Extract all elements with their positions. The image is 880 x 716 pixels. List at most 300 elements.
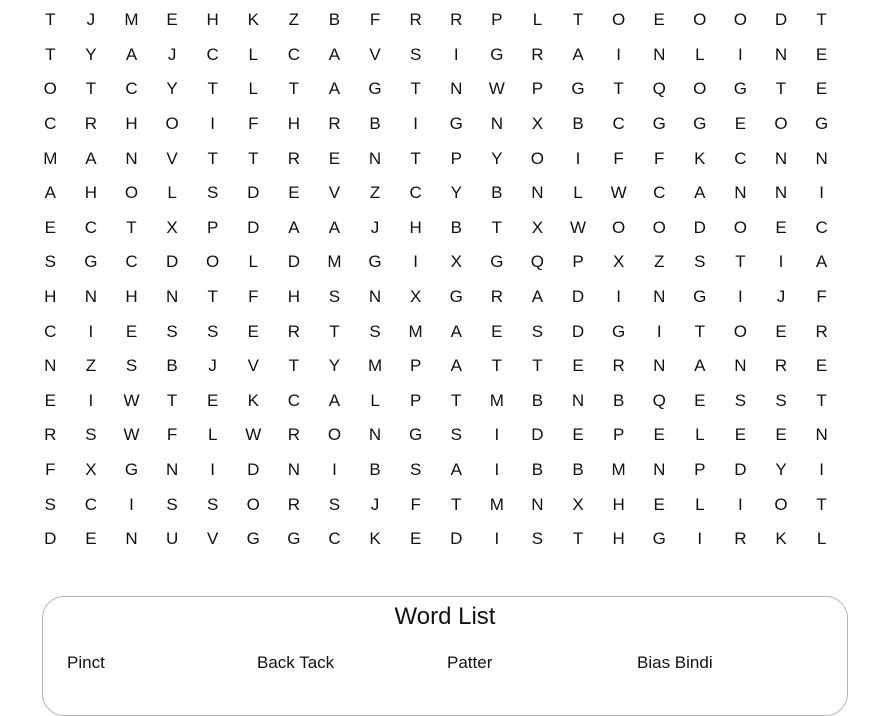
grid-letter: E bbox=[653, 494, 665, 514]
grid-letter: G bbox=[652, 529, 666, 549]
grid-letter: I bbox=[656, 321, 662, 341]
grid-letter: Y bbox=[85, 44, 97, 64]
grid-letter: S bbox=[328, 287, 341, 307]
grid-letter: T bbox=[45, 44, 56, 64]
grid-letter: I bbox=[819, 460, 824, 480]
grid-letter: S bbox=[207, 494, 219, 514]
grid-letter: N bbox=[165, 460, 179, 480]
grid-letter: I bbox=[413, 252, 418, 272]
grid-letter: C bbox=[44, 114, 57, 134]
grid-letter: I bbox=[413, 114, 418, 134]
grid-letter: P bbox=[491, 10, 503, 30]
grid-letter: R bbox=[287, 321, 300, 341]
grid-letter: O bbox=[733, 10, 747, 30]
grid-letter: V bbox=[328, 183, 341, 203]
grid-letter: Z bbox=[369, 183, 381, 203]
grid-letter: G bbox=[814, 114, 829, 134]
grid-letter: R bbox=[44, 425, 57, 445]
grid-letter: E bbox=[44, 390, 56, 410]
grid-letter: S bbox=[328, 494, 341, 514]
grid-letter: I bbox=[210, 114, 216, 134]
grid-letter: A bbox=[694, 356, 706, 376]
grid-letter: E bbox=[166, 10, 178, 30]
grid-letter: T bbox=[288, 79, 300, 99]
grid-letter: E bbox=[572, 425, 584, 445]
grid-letter: S bbox=[531, 321, 544, 341]
grid-letter: O bbox=[693, 10, 707, 30]
grid-letter: T bbox=[410, 148, 421, 168]
grid-letter: C bbox=[125, 252, 138, 272]
grid-letter: R bbox=[287, 148, 300, 168]
grid-letter: A bbox=[328, 79, 341, 99]
grid-letter: C bbox=[206, 44, 219, 64]
grid-letter: G bbox=[652, 114, 666, 134]
grid-letter: P bbox=[572, 252, 584, 272]
grid-letter: M bbox=[489, 494, 504, 514]
grid-letter: F bbox=[248, 287, 259, 307]
grid-letter: F bbox=[45, 460, 56, 480]
grid-letter: G bbox=[124, 460, 139, 480]
grid-letter: K bbox=[775, 529, 787, 549]
grid-letter: N bbox=[734, 183, 747, 203]
grid-letter: Q bbox=[652, 390, 666, 410]
grid-letter: E bbox=[815, 356, 828, 376]
grid-letter: G bbox=[449, 114, 463, 134]
grid-letter: M bbox=[611, 460, 626, 480]
grid-letter: N bbox=[653, 44, 666, 64]
grid-letter: N bbox=[774, 44, 788, 64]
grid-letter: H bbox=[287, 114, 300, 134]
grid-letter: C bbox=[409, 183, 422, 203]
grid-letter: E bbox=[653, 10, 665, 30]
grid-letter: S bbox=[531, 529, 544, 549]
grid-letter: N bbox=[815, 148, 828, 168]
grid-letter: P bbox=[694, 460, 706, 480]
grid-letter: W bbox=[569, 217, 587, 237]
grid-letter: E bbox=[775, 217, 787, 237]
grid-letter: D bbox=[571, 287, 585, 307]
grid-letter: N bbox=[815, 425, 828, 445]
grid-letter: W bbox=[610, 183, 627, 203]
grid-letter: O bbox=[124, 183, 139, 203]
grid-letter: S bbox=[166, 321, 178, 341]
grid-letter: I bbox=[494, 425, 500, 445]
grid-letter: I bbox=[738, 287, 743, 307]
grid-letter: B bbox=[328, 10, 341, 30]
grid-letter: X bbox=[166, 217, 178, 237]
grid-letter: H bbox=[287, 287, 300, 307]
grid-letter: N bbox=[368, 425, 382, 445]
grid-letter: L bbox=[370, 390, 380, 410]
grid-letter: N bbox=[368, 287, 382, 307]
grid-letter: D bbox=[247, 217, 260, 237]
grid-letter: R bbox=[409, 10, 422, 30]
grid-letter: V bbox=[207, 529, 219, 549]
grid-letter: B bbox=[166, 356, 178, 376]
grid-letter: S bbox=[450, 425, 462, 445]
grid-letter: F bbox=[816, 287, 827, 307]
grid-letter: C bbox=[84, 494, 98, 514]
grid-letter: L bbox=[248, 252, 258, 272]
grid-letter: B bbox=[491, 183, 503, 203]
grid-letter: O bbox=[774, 114, 788, 134]
grid-letter: G bbox=[693, 114, 707, 134]
grid-letter: E bbox=[328, 148, 341, 168]
grid-letter: E bbox=[207, 390, 219, 410]
grid-letter: T bbox=[775, 79, 787, 99]
grid-letter: S bbox=[207, 183, 219, 203]
grid-letter: H bbox=[409, 217, 422, 237]
grid-letter: R bbox=[287, 425, 300, 445]
grid-letter: H bbox=[206, 10, 219, 30]
grid-letter: A bbox=[450, 460, 462, 480]
grid-letter: H bbox=[44, 287, 57, 307]
grid-letter: O bbox=[327, 425, 342, 445]
grid-letter: E bbox=[85, 529, 97, 549]
grid-letter: T bbox=[207, 79, 218, 99]
word-list-title: Word List bbox=[394, 603, 496, 630]
grid-letter: T bbox=[288, 356, 300, 376]
grid-letter: K bbox=[247, 390, 259, 410]
word-search-grid bbox=[30, 3, 842, 557]
grid-letter: Z bbox=[654, 252, 665, 272]
grid-letter: I bbox=[738, 44, 743, 64]
grid-letter: Y bbox=[491, 148, 503, 168]
grid-letter: T bbox=[410, 79, 421, 99]
grid-letter: I bbox=[494, 529, 500, 549]
grid-letter: T bbox=[613, 79, 624, 99]
grid-letter: T bbox=[248, 148, 259, 168]
grid-letter: B bbox=[612, 390, 625, 410]
grid-letter: S bbox=[44, 494, 56, 514]
grid-letter: I bbox=[494, 460, 500, 480]
grid-letter: W bbox=[123, 390, 140, 410]
grid-letter: D bbox=[247, 460, 260, 480]
grid-letter: N bbox=[653, 460, 666, 480]
grid-letter: S bbox=[85, 425, 97, 445]
grid-letter: E bbox=[734, 425, 747, 445]
grid-letter: T bbox=[491, 356, 503, 376]
grid-letter: G bbox=[246, 529, 260, 549]
grid-letter: H bbox=[125, 114, 138, 134]
grid-letter: R bbox=[734, 529, 747, 549]
grid-letter: E bbox=[125, 321, 138, 341]
grid-letter: M bbox=[327, 252, 342, 272]
grid-letter: T bbox=[735, 252, 746, 272]
grid-letter: C bbox=[653, 183, 666, 203]
grid-letter: O bbox=[611, 217, 626, 237]
grid-letter: P bbox=[207, 217, 219, 237]
grid-letter: Q bbox=[652, 79, 666, 99]
grid-letter: T bbox=[207, 287, 218, 307]
grid-letter: D bbox=[734, 460, 747, 480]
grid-letter: O bbox=[774, 494, 788, 514]
grid-letter: T bbox=[572, 10, 584, 30]
grid-letter: I bbox=[616, 287, 621, 307]
grid-letter: E bbox=[44, 217, 56, 237]
grid-letter: N bbox=[450, 79, 463, 99]
grid-letter: T bbox=[45, 10, 56, 30]
grid-letter: G bbox=[490, 252, 504, 272]
grid-letter: D bbox=[165, 252, 179, 272]
grid-letter: R bbox=[287, 494, 300, 514]
grid-letter: N bbox=[571, 390, 585, 410]
grid-letter: M bbox=[408, 321, 423, 341]
grid-letter: H bbox=[612, 529, 625, 549]
grid-letter: I bbox=[88, 321, 94, 341]
grid-letter: L bbox=[248, 79, 258, 99]
grid-letter: N bbox=[84, 287, 98, 307]
grid-letter: C bbox=[287, 44, 300, 64]
word-item: Back Tack bbox=[257, 653, 335, 672]
grid-letter: S bbox=[409, 460, 422, 480]
grid-letter: D bbox=[774, 10, 788, 30]
grid-letter: X bbox=[85, 460, 97, 480]
grid-letter: Y bbox=[328, 356, 341, 376]
grid-letter: Y bbox=[450, 183, 462, 203]
grid-letter: N bbox=[774, 183, 788, 203]
grid-letter: X bbox=[409, 287, 422, 307]
grid-letter: N bbox=[125, 148, 138, 168]
grid-letter: E bbox=[775, 425, 787, 445]
word-item: Bias Bindi bbox=[637, 653, 713, 672]
grid-letter: O bbox=[733, 321, 747, 341]
grid-letter: Z bbox=[288, 10, 300, 30]
grid-letter: E bbox=[409, 529, 422, 549]
grid-letter: N bbox=[368, 148, 382, 168]
grid-letter: T bbox=[532, 356, 543, 376]
grid-letter: G bbox=[449, 287, 463, 307]
grid-letter: C bbox=[734, 148, 747, 168]
grid-letter: R bbox=[774, 356, 788, 376]
grid-letter: V bbox=[369, 44, 381, 64]
grid-letter: E bbox=[247, 321, 259, 341]
grid-letter: I bbox=[697, 529, 703, 549]
grid-letter: N bbox=[734, 356, 747, 376]
grid-letter: I bbox=[575, 148, 581, 168]
grid-letter: T bbox=[126, 217, 137, 237]
grid-letter: A bbox=[85, 148, 97, 168]
grid-letter: O bbox=[530, 148, 545, 168]
grid-letter: L bbox=[532, 10, 543, 30]
grid-letter: S bbox=[207, 321, 219, 341]
grid-letter: M bbox=[489, 390, 504, 410]
grid-letter: B bbox=[369, 114, 381, 134]
grid-letter: E bbox=[815, 44, 828, 64]
grid-letter: E bbox=[491, 321, 503, 341]
grid-letter: K bbox=[369, 529, 381, 549]
grid-letter: I bbox=[738, 494, 743, 514]
word-list-items bbox=[67, 653, 823, 673]
grid-letter: Y bbox=[166, 79, 178, 99]
grid-letter: Y bbox=[775, 460, 787, 480]
grid-letter: H bbox=[84, 183, 98, 203]
grid-letter: D bbox=[287, 252, 300, 272]
grid-letter: S bbox=[775, 390, 787, 410]
grid-letter: S bbox=[694, 252, 706, 272]
grid-letter: D bbox=[450, 529, 463, 549]
grid-letter: O bbox=[693, 79, 707, 99]
grid-letter: R bbox=[490, 287, 503, 307]
grid-letter: A bbox=[572, 44, 584, 64]
grid-letter: F bbox=[410, 494, 421, 514]
grid-letter: B bbox=[531, 460, 544, 480]
grid-letter: S bbox=[409, 44, 422, 64]
grid-letter: C bbox=[125, 79, 138, 99]
grid-letter: S bbox=[125, 356, 138, 376]
grid-letter: T bbox=[85, 79, 97, 99]
grid-letter: I bbox=[453, 44, 459, 64]
grid-letter: T bbox=[207, 148, 218, 168]
grid-letter: N bbox=[531, 183, 544, 203]
grid-letter: J bbox=[167, 44, 177, 64]
grid-letter: N bbox=[165, 287, 179, 307]
grid-letter: E bbox=[572, 356, 584, 376]
grid-letter: B bbox=[450, 217, 462, 237]
grid-letter: A bbox=[328, 44, 341, 64]
grid-letter: G bbox=[368, 252, 382, 272]
grid-letter: W bbox=[245, 425, 262, 445]
grid-letter: E bbox=[653, 425, 665, 445]
grid-letter: I bbox=[332, 460, 337, 480]
grid-letter: O bbox=[206, 252, 220, 272]
grid-letter: K bbox=[694, 148, 706, 168]
grid-letter: M bbox=[367, 356, 383, 376]
grid-letter: F bbox=[654, 148, 665, 168]
grid-letter: I bbox=[616, 44, 621, 64]
grid-letter: C bbox=[815, 217, 828, 237]
grid-letter: N bbox=[653, 287, 666, 307]
grid-letter: R bbox=[450, 10, 463, 30]
grid-letter: T bbox=[816, 390, 827, 410]
grid-letter: P bbox=[612, 425, 625, 445]
grid-letter: O bbox=[611, 10, 626, 30]
grid-letter: J bbox=[776, 287, 786, 307]
grid-letter: G bbox=[490, 44, 504, 64]
grid-letter: R bbox=[328, 114, 341, 134]
grid-letter: A bbox=[328, 390, 341, 410]
grid-letter: L bbox=[207, 425, 218, 445]
word-item: Patter bbox=[447, 653, 493, 672]
grid-letter: D bbox=[531, 425, 544, 445]
grid-letter: D bbox=[247, 183, 260, 203]
grid-letter: L bbox=[695, 44, 705, 64]
grid-letter: A bbox=[328, 217, 341, 237]
grid-letter: H bbox=[612, 494, 625, 514]
grid-letter: W bbox=[488, 79, 505, 99]
grid-letter: C bbox=[44, 321, 57, 341]
grid-letter: F bbox=[166, 425, 178, 445]
grid-letter: L bbox=[167, 183, 177, 203]
grid-letter: N bbox=[774, 148, 788, 168]
grid-letter: G bbox=[571, 79, 585, 99]
grid-letter: A bbox=[125, 44, 138, 64]
grid-letter: G bbox=[409, 425, 423, 445]
grid-letter: S bbox=[166, 494, 178, 514]
grid-letter: B bbox=[572, 460, 584, 480]
grid-letter: E bbox=[775, 321, 787, 341]
grid-letter: C bbox=[287, 390, 300, 410]
grid-letter: H bbox=[125, 287, 138, 307]
grid-letter: E bbox=[734, 114, 747, 134]
grid-letter: I bbox=[129, 494, 134, 514]
grid-letter: T bbox=[572, 529, 584, 549]
grid-letter: V bbox=[166, 148, 178, 168]
grid-letter: A bbox=[694, 183, 706, 203]
grid-letter: I bbox=[819, 183, 824, 203]
grid-letter: W bbox=[123, 425, 140, 445]
grid-letter: C bbox=[328, 529, 341, 549]
grid-letter: L bbox=[573, 183, 583, 203]
grid-letter: L bbox=[248, 44, 258, 64]
grid-letter: L bbox=[816, 529, 827, 549]
grid-letter: J bbox=[370, 494, 380, 514]
grid-letter: G bbox=[733, 79, 747, 99]
grid-letter: T bbox=[166, 390, 178, 410]
grid-letter: E bbox=[694, 390, 706, 410]
grid-letter: S bbox=[369, 321, 381, 341]
grid-letter: A bbox=[288, 217, 300, 237]
grid-letter: T bbox=[694, 321, 705, 341]
grid-letter: A bbox=[815, 252, 828, 272]
grid-letter: P bbox=[450, 148, 462, 168]
grid-letter: M bbox=[43, 148, 58, 168]
grid-letter: O bbox=[733, 217, 747, 237]
grid-letter: O bbox=[652, 217, 666, 237]
grid-letter: R bbox=[612, 356, 625, 376]
grid-letter: T bbox=[816, 494, 827, 514]
grid-letter: S bbox=[44, 252, 56, 272]
grid-letter: V bbox=[247, 356, 259, 376]
grid-letter: F bbox=[369, 10, 381, 30]
grid-letter: J bbox=[208, 356, 217, 376]
grid-letter: P bbox=[409, 390, 422, 410]
grid-letter: K bbox=[247, 10, 259, 30]
grid-letter: G bbox=[368, 79, 382, 99]
grid-letter: D bbox=[693, 217, 706, 237]
grid-letter: B bbox=[572, 114, 584, 134]
grid-letter: C bbox=[612, 114, 625, 134]
grid-letter: G bbox=[693, 287, 707, 307]
word-item: Pinct bbox=[67, 653, 105, 672]
grid-letter: B bbox=[369, 460, 381, 480]
grid-letter: Q bbox=[530, 252, 545, 272]
grid-letter: N bbox=[490, 114, 503, 134]
grid-letter: I bbox=[210, 460, 216, 480]
grid-letter: T bbox=[451, 390, 462, 410]
grid-letter: D bbox=[44, 529, 57, 549]
grid-letter: T bbox=[329, 321, 340, 341]
grid-letter: J bbox=[370, 217, 380, 237]
grid-letter: G bbox=[84, 252, 98, 272]
grid-letter: L bbox=[695, 425, 705, 445]
grid-letter: Z bbox=[85, 356, 97, 376]
grid-letter: A bbox=[531, 287, 544, 307]
grid-letter: G bbox=[287, 529, 301, 549]
grid-letter: T bbox=[491, 217, 503, 237]
grid-letter: T bbox=[816, 10, 827, 30]
grid-letter: N bbox=[531, 494, 544, 514]
grid-letter: O bbox=[246, 494, 260, 514]
grid-letter: N bbox=[125, 529, 138, 549]
grid-letter: N bbox=[653, 356, 666, 376]
grid-letter: F bbox=[248, 114, 259, 134]
grid-letter: S bbox=[734, 390, 747, 410]
grid-letter: X bbox=[531, 114, 544, 134]
grid-letter: N bbox=[44, 356, 57, 376]
grid-letter: R bbox=[815, 321, 828, 341]
grid-letter: A bbox=[44, 183, 56, 203]
